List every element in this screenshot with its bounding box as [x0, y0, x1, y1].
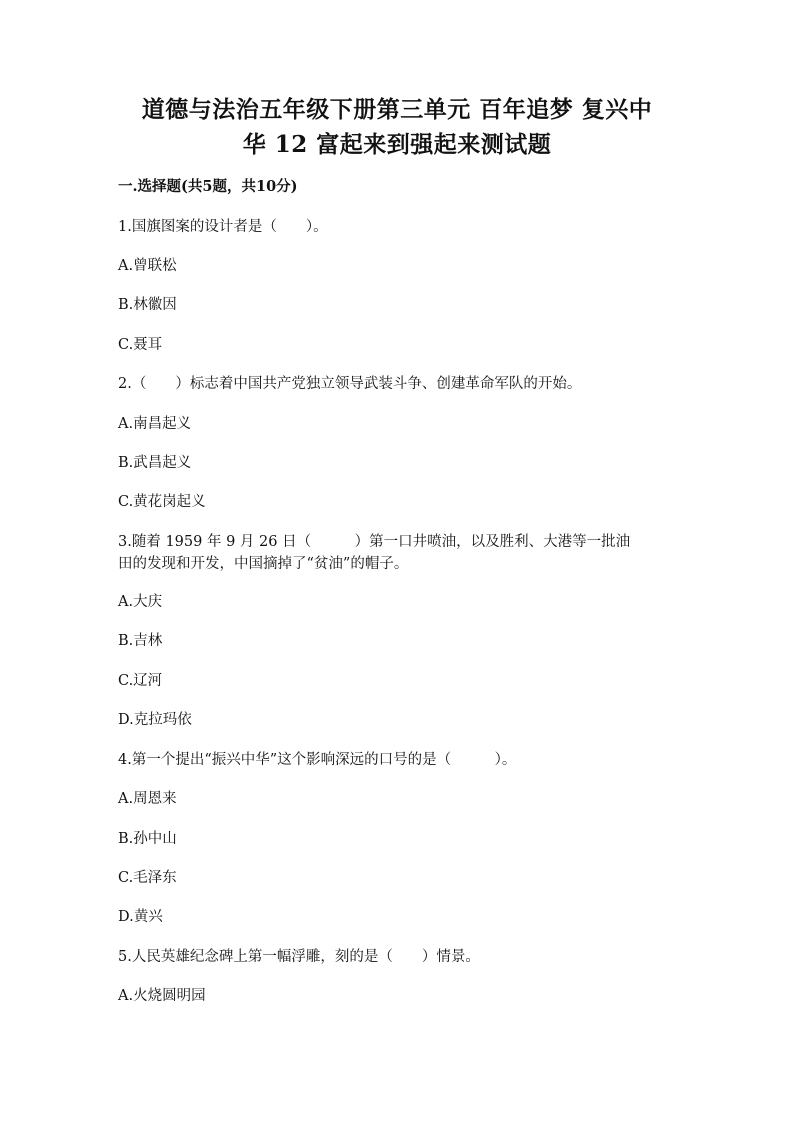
question-3-option-b: B.吉林 — [118, 633, 163, 649]
question-1-option-a: A.曾联松 — [118, 258, 177, 274]
question-3-option-a: A.大庆 — [118, 594, 163, 610]
question-4-option-b: B.孙中山 — [118, 831, 177, 847]
document-title-line-1: 道德与法治五年级下册第三单元 百年追梦 复兴中 — [141, 96, 653, 123]
question-2-stem: 2.（ ）标志着中国共产党独立领导武装斗争、创建革命军队的开始。 — [118, 376, 582, 392]
question-1-option-c: C.聂耳 — [118, 337, 163, 353]
question-5-stem: 5.人民英雄纪念碑上第一幅浮雕，刻的是（ ）情景。 — [118, 949, 480, 965]
question-2-option-c: C.黄花岗起义 — [118, 494, 206, 510]
question-1-stem: 1.国旗图案的设计者是（ ）。 — [118, 219, 328, 235]
question-4-option-d: D.黄兴 — [118, 909, 163, 925]
question-4-stem: 4.第一个提出“振兴中华”这个影响深远的口号的是（ ）。 — [118, 752, 517, 768]
question-2-option-b: B.武昌起义 — [118, 455, 192, 471]
question-5-option-a: A.火烧圆明园 — [118, 988, 206, 1004]
question-1-option-b: B.林徽因 — [118, 297, 177, 313]
document-title-line-2: 华 12 富起来到强起来测试题 — [242, 131, 552, 158]
question-3-option-d: D.克拉玛依 — [118, 712, 192, 728]
question-3-stem-line-2: 田的发现和开发，中国摘掉了“贫油”的帽子。 — [118, 556, 409, 572]
question-3-option-c: C.辽河 — [118, 673, 163, 689]
question-4-option-a: A.周恩来 — [118, 791, 177, 807]
question-2-option-a: A.南昌起义 — [118, 416, 192, 432]
question-3-stem-line-1: 3.随着 1959 年 9 月 26 日（ ）第一口井喷油，以及胜利、大港等一批油 — [118, 534, 631, 550]
section-heading: 一.选择题(共5题，共10分) — [118, 178, 298, 195]
question-4-option-c: C.毛泽东 — [118, 870, 177, 886]
